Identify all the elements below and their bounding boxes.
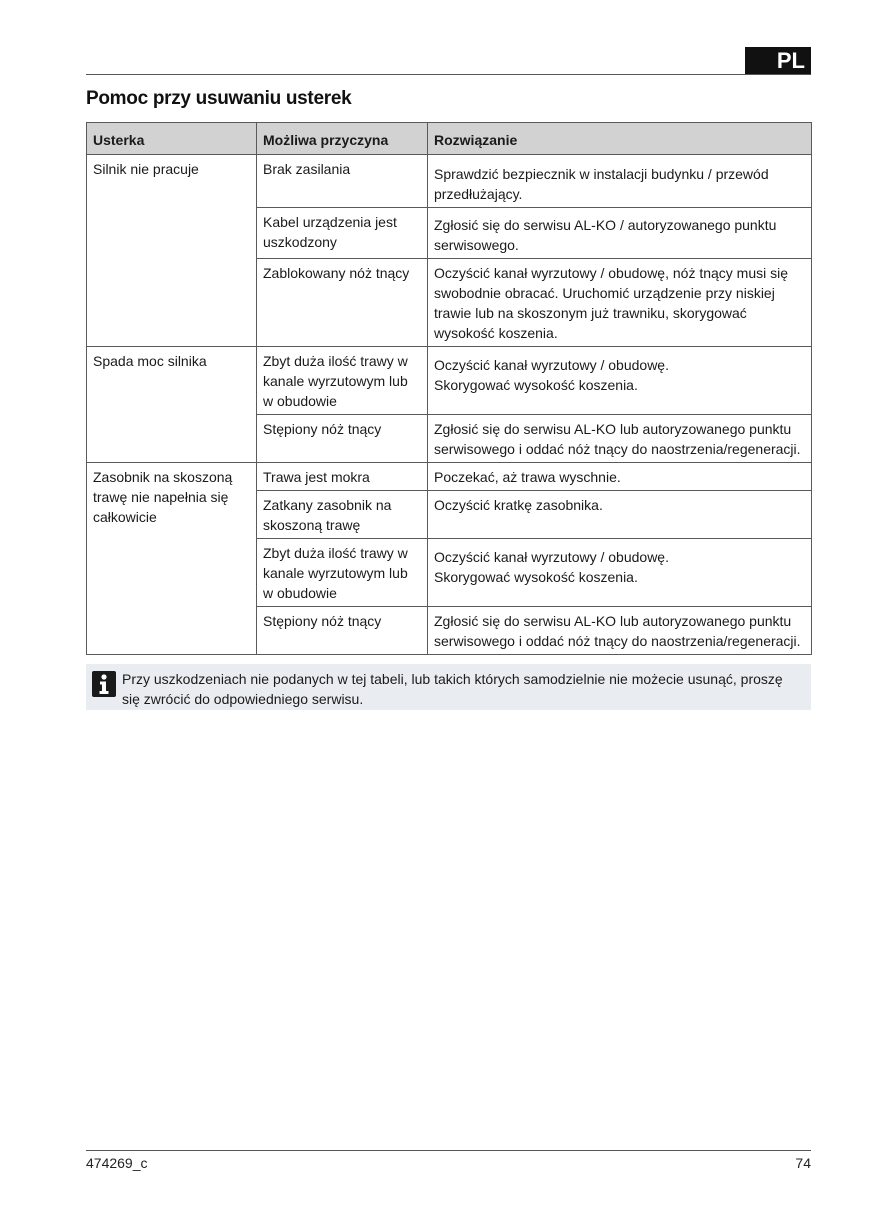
cause-cell: Zbyt duża ilość trawy w kanale wyrzutowym lub w obudowie [257,347,428,415]
solution-cell: Oczyścić kanał wyrzutowy / obudowę, nóż tnący musi się swobodnie obracać. Uruchomić urządzenie przy niskiej trawie lub na skoszonym już trawniku, skorygować wysokość koszenia. [428,259,812,347]
solution-cell: Sprawdzić bezpiecznik w instalacji budynku / przewód przedłużający. [428,155,812,208]
solution-cell: Zgłosić się do serwisu AL-KO lub autoryzowanego punktu serwisowego i oddać nóż tnący do naostrzenia/regeneracji. [428,415,812,463]
cause-cell: Trawa jest mokra [257,463,428,491]
info-icon [92,671,116,697]
language-badge: PL [745,47,811,75]
info-note [86,664,811,710]
cause-cell: Brak zasilania [257,155,428,208]
top-divider [86,74,811,75]
column-header-cause: Możliwa przyczyna [257,123,428,155]
solution-cell: Zgłosić się do serwisu AL-KO / autoryzowanego punktu serwisowego. [428,208,812,259]
document-number: 474269_c [86,1155,148,1171]
cause-cell: Stępiony nóż tnący [257,415,428,463]
cause-cell: Stępiony nóż tnący [257,607,428,655]
page-title: Pomoc przy usuwaniu usterek [86,88,352,109]
page-number: 74 [795,1155,811,1171]
cause-cell: Zbyt duża ilość trawy w kanale wyrzutowym lub w obudowie [257,539,428,607]
fault-cell: Spada moc silnika [87,347,257,463]
solution-cell: Oczyścić kanał wyrzutowy / obudowę. Skorygować wysokość koszenia. [428,539,812,607]
cause-cell: Kabel urządzenia jest uszkodzony [257,208,428,259]
cause-cell: Zatkany zasobnik na skoszoną trawę [257,491,428,539]
fault-cell: Zasobnik na skoszoną trawę nie napełnia się całkowicie [87,463,257,655]
solution-cell: Poczekać, aż trawa wyschnie. [428,463,812,491]
fault-cell: Silnik nie pracuje [87,155,257,347]
troubleshooting-table [86,122,812,655]
table-row [87,155,812,208]
solution-cell: Oczyścić kratkę zasobnika. [428,491,812,539]
column-header-fault: Usterka [87,123,257,155]
column-header-solution: Rozwiązanie [428,123,812,155]
solution-cell: Zgłosić się do serwisu AL-KO lub autoryzowanego punktu serwisowego i oddać nóż tnący do naostrzenia/regeneracji. [428,607,812,655]
cause-cell: Zablokowany nóż tnący [257,259,428,347]
bottom-divider [86,1150,811,1151]
table-row [87,463,812,491]
table-row [87,347,812,415]
info-note-text: Przy uszkodzeniach nie podanych w tej tabeli, lub takich których samodzielnie nie możecie usunąć, proszę się zwrócić do odpowiedniego serwisu. [122,671,783,707]
solution-cell: Oczyścić kanał wyrzutowy / obudowę. Skorygować wysokość koszenia. [428,347,812,415]
table-header-row [87,123,812,155]
